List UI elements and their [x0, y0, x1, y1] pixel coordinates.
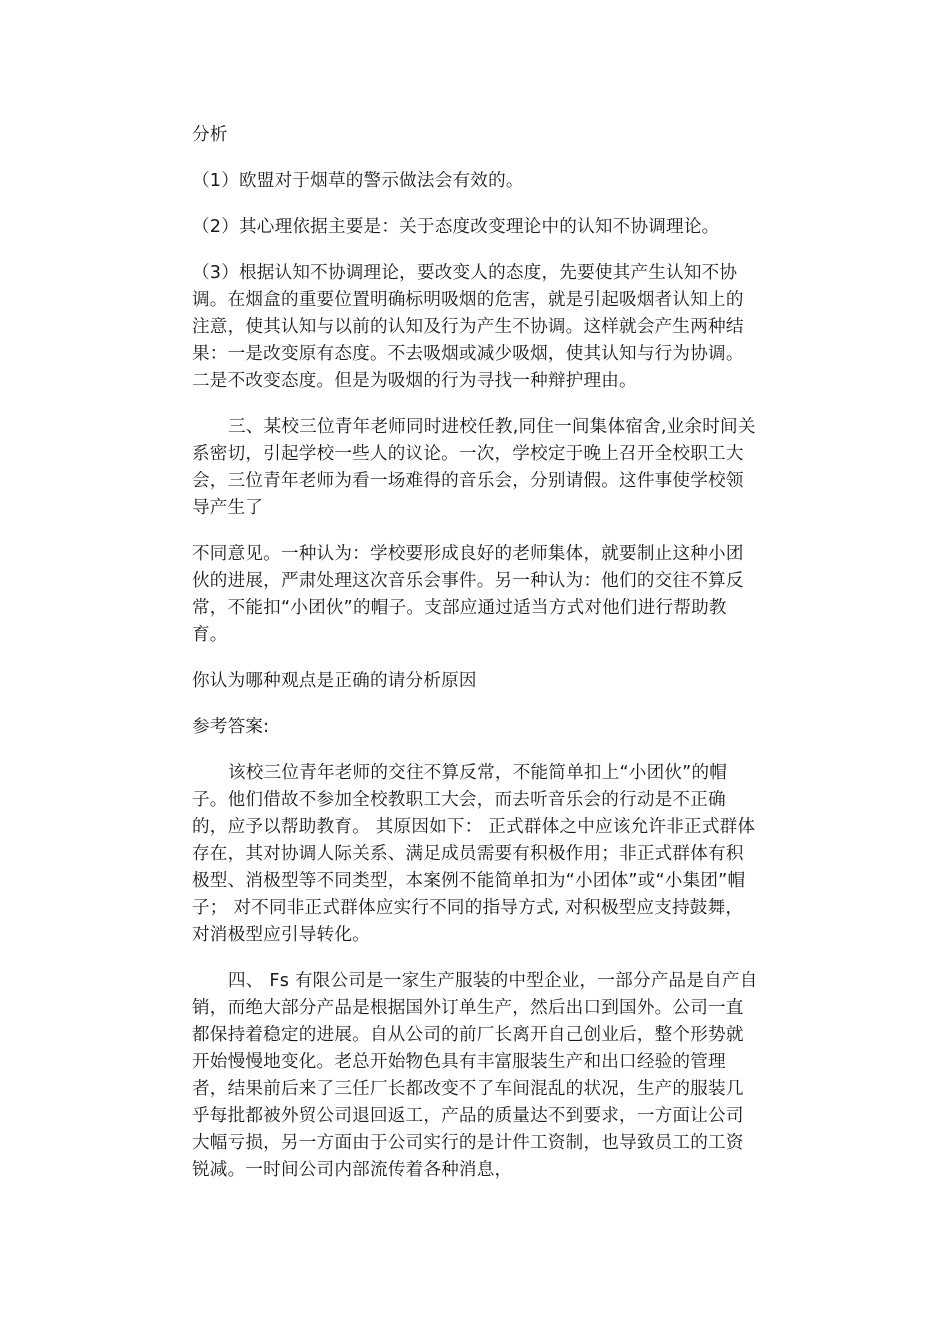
question-3-prompt: 你认为哪种观点是正确的请分析原因: [192, 671, 477, 691]
answer-3: （3）根据认知不协调理论，要改变人的态度，先要使其产生认知不协调。在烟盒的重要位置明确标明吸烟的危害，就是引起吸烟者认知上的注意，使其认知与以前的认知及行为产生不协调。这样就会产生两种结果：一是改变原有态度。不去吸烟或减少吸烟，使其认知与行为协调。二是不改变态度。但是为吸烟的行为寻找一种辩护理由。: [192, 263, 744, 391]
answer-2: （2）其心理依据主要是：关于态度改变理论中的认知不协调理论。: [192, 217, 720, 237]
section-title: 分析: [192, 125, 228, 145]
question-4-paragraph: 四、 Fs 有限公司是一家生产服装的中型企业，一部分产品是自产自销，而绝大部分产品是根据国外订单生产，然后出口到国外。公司一直都保持着稳定的进展。自从公司的前厂长离开自己创业后，整个形势就开始慢慢地变化。老总开始物色具有丰富服装生产和出口经验的管理者，结果前后来了三任厂长都改变不了车间混乱的状况，生产的服装几乎每批都被外贸公司退回返工，产品的质量达不到要求，一方面让公司大幅亏损，另一方面由于公司实行的是计件工资制，也导致员工的工资锐减。一时间公司内部流传着各种消息，: [192, 971, 758, 1180]
question-3-paragraph-1: 三、某校三位青年老师同时进校任教,同住一间集体宿舍,业余时间关系密切，引起学校一些人的议论。一次，学校定于晚上召开全校职工大会，三位青年老师为看一场难得的音乐会，分别请假。这件事使学校领导产生了: [192, 417, 756, 518]
document-body: [192, 122, 758, 1184]
answer-1: （1）欧盟对于烟草的警示做法会有效的。: [192, 171, 524, 191]
reference-answer-label: 参考答案:: [192, 717, 270, 737]
question-3-paragraph-2: 不同意见。一种认为：学校要形成良好的老师集体，就要制止这种小团伙的进展，严肃处理这次音乐会事件。另一种认为：他们的交往不算反常，不能扣“小团伙”的帽子。支部应通过适当方式对他们进行帮助教育。: [192, 544, 744, 645]
question-3-answer: 该校三位青年老师的交往不算反常，不能简单扣上“小团伙”的帽子。他们借故不参加全校教职工大会，而去听音乐会的行动是不正确的，应予以帮助教育。 其原因如下： 正式群体之中应该允许非正式群体存在，其对协调人际关系、满足成员需要有积极作用；非正式群体有积极型、消极型等不同类型，本案例不能简单扣为“小团体”或“小集团”帽子； 对不同非正式群体应实行不同的指导方式, 对积极型应支持鼓舞，对消极型应引导转化。: [192, 763, 756, 945]
